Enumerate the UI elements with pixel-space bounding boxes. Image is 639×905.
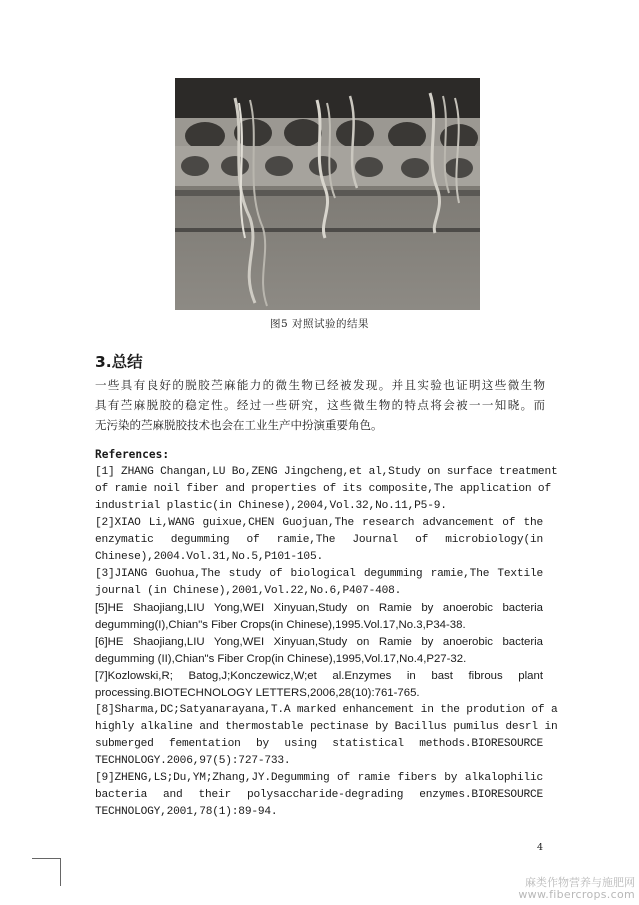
reference-line: journal (in Chinese),2001,Vol.22,No.6,P407-408. [95, 585, 402, 597]
summary-paragraph [95, 375, 545, 435]
reference-line: of ramie noil fiber and properties of its composite,The application of [95, 483, 551, 495]
reference-line: submerged fementation by using statistical methods.BIORESOURCE [95, 738, 543, 750]
reference-line: highly alkaline and thermostable pectinase by Bacillus pumilus desrl in [95, 721, 558, 733]
summary-line: 无污染的苎麻脱胶技术也会在工业生产中扮演重要角色。 [95, 418, 383, 432]
reference-line: [8]Sharma,DC;Satyanarayana,T.A marked enhancement in the prodution of a [95, 704, 558, 716]
reference-list [95, 464, 558, 821]
reference-item [95, 770, 543, 821]
reference-line: [5]HE Shaojiang,LIU Yong,WEI Xinyuan,Study on Ramie by anoerobic bacteria [95, 602, 543, 614]
reference-item [95, 464, 558, 515]
summary-line: 具有苎麻脱胶的稳定性。经过一些研究，这些微生物的特点将会被一一知晓。而 [95, 398, 545, 412]
reference-item [95, 515, 543, 566]
reference-line: [3]JIANG Guohua,The study of biological degumming ramie,The Textile [95, 568, 543, 580]
reference-item [95, 566, 543, 600]
reference-line: [6]HE Shaojiang,LIU Yong,WEI Xinyuan,Study on Ramie by anoerobic bacteria [95, 636, 543, 648]
watermark-url: www.fibercrops.com [518, 888, 635, 901]
figure-caption: 图5 对照试验的结果 [269, 318, 370, 330]
reference-item [95, 634, 543, 668]
reference-line: processing.BIOTECHNOLOGY LETTERS,2006,28(10):761-765. [95, 687, 420, 699]
site-watermark [518, 877, 635, 901]
reference-line: [1] ZHANG Changan,LU Bo,ZENG Jingcheng,et al,Study on surface treatment [95, 466, 558, 478]
section-title: 3.总结 [95, 353, 143, 371]
reference-item [95, 668, 543, 702]
figure-photo [175, 78, 480, 310]
reference-line: enzymatic degumming of ramie,The Journal of microbiology(in [95, 534, 543, 546]
reference-item [95, 702, 558, 770]
reference-line: TECHNOLOGY,2001,78(1):89-94. [95, 806, 278, 818]
reference-line: degumming(I),Chian"s Fiber Crops(in Chinese),1995.Vol.17,No.3,P34-38. [95, 619, 466, 631]
reference-line: TECHNOLOGY.2006,97(5):727-733. [95, 755, 291, 767]
reference-line: bacteria and their polysaccharide-degrading enzymes.BIORESOURCE [95, 789, 543, 801]
crop-mark [60, 858, 61, 886]
reference-line: Chinese),2004.Vol.31,No.5,P101-105. [95, 551, 323, 563]
reference-line: industrial plastic(in Chinese),2004,Vol.32,No.11,P5-9. [95, 500, 447, 512]
page-number: 4 [537, 842, 544, 853]
reference-line: [7]Kozlowski,R; Batog,J;Konczewicz,W;et al.Enzymes in bast fibrous plant [95, 670, 543, 682]
references-heading: References: [95, 448, 170, 461]
watermark-title: 麻类作物营养与施肥网 [525, 876, 635, 889]
summary-line: 一些具有良好的脱胶苎麻能力的微生物已经被发现。并且实验也证明这些微生物 [95, 378, 545, 392]
crop-mark [32, 858, 60, 859]
ramie-degumming-photo [175, 78, 480, 310]
reference-item [95, 600, 543, 634]
reference-line: [9]ZHENG,LS;Du,YM;Zhang,JY.Degumming of ramie fibers by alkalophilic [95, 772, 543, 784]
reference-line: [2]XIAO Li,WANG guixue,CHEN Guojuan,The research advancement of the [95, 517, 543, 529]
reference-line: degumming (II),Chian"s Fiber Crop(in Chinese),1995,Vol.17,No.4,P27-32. [95, 653, 467, 665]
